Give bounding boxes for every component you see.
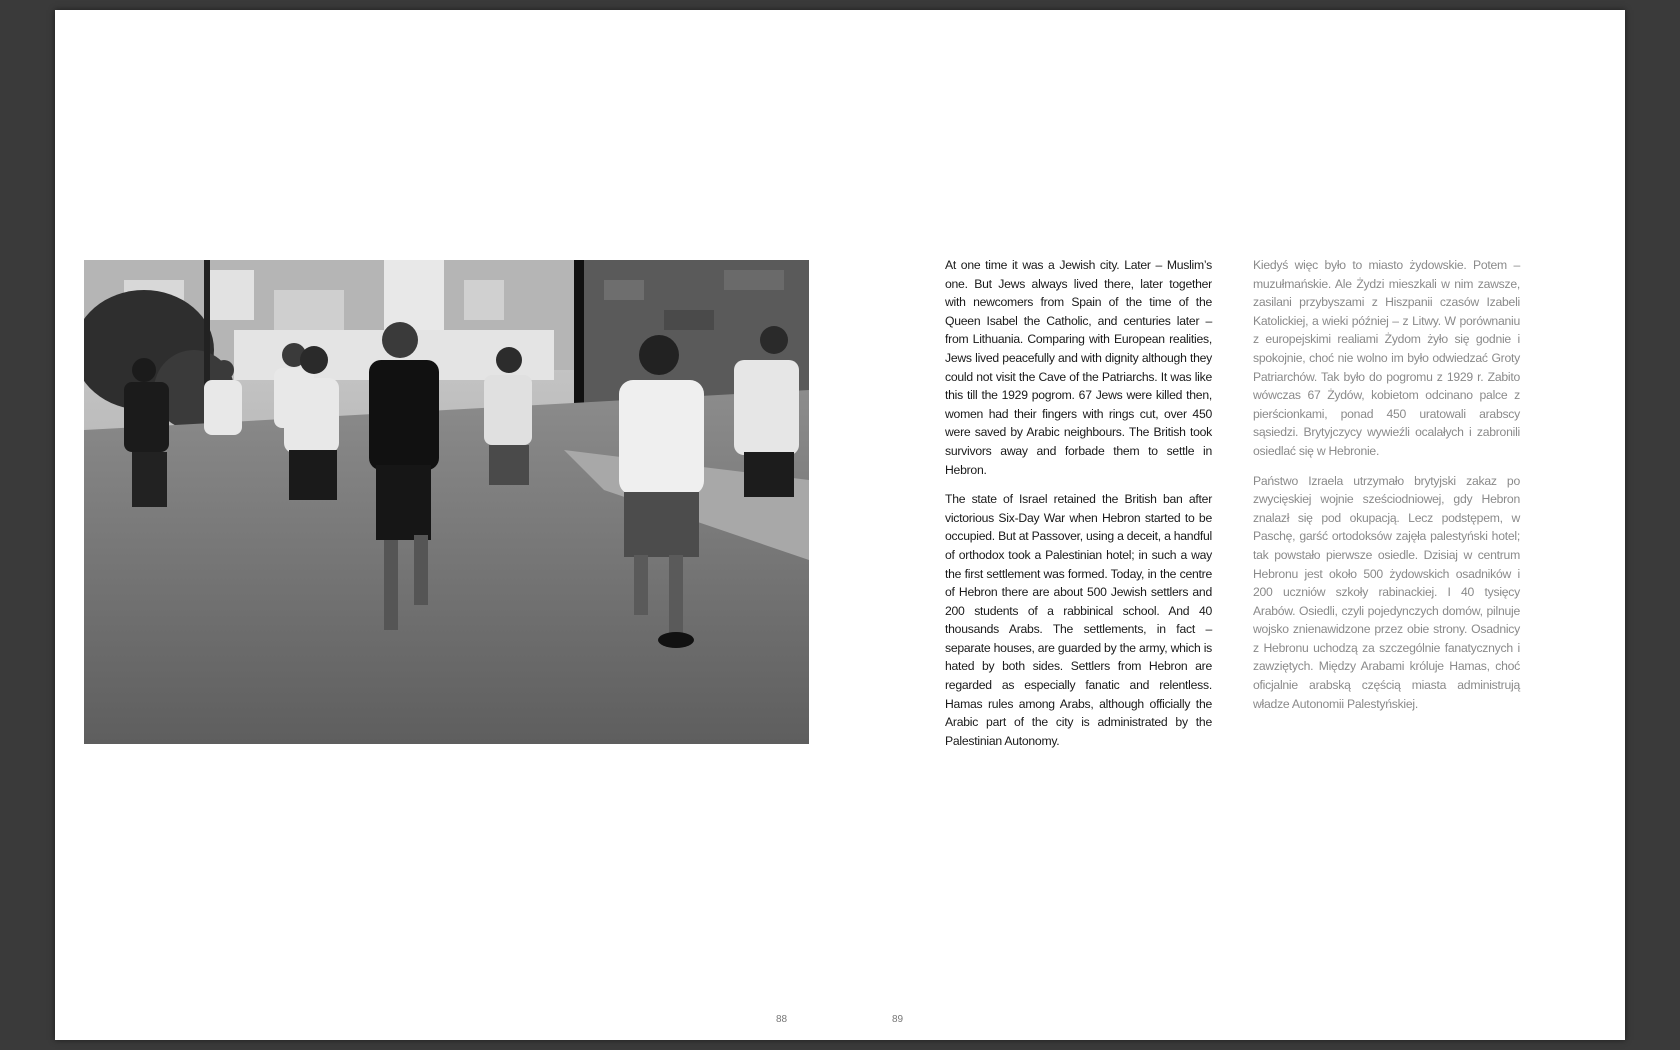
book-spread bbox=[55, 10, 1625, 1040]
english-paragraph-2: The state of Israel retained the British ban after victorious Six-Day War when Hebron started to be occupied. But at Passover, using a deceit, a handful of orthodox took a Palestinian hotel; in such a way the first settlement was formed. Today, in the centre of Hebron there are about 500 Jewish settlers and 200 students of a rabbinical school. And 40 thousands Arabs. The settlements, in fact – separate houses, are guarded by the army, which is hated by both sides. Settlers from Hebron are regarded as especially fanatic and relentless. Hamas rules among Arabs, although officially the Arabic part of the city is administrated by the Palestinian Autonomy. bbox=[945, 492, 1212, 748]
polish-paragraph-2: Państwo Izraela utrzymało brytyjski zakaz po zwycięskiej wojnie sześciodniowej, gdy Hebron znalazł się pod okupacją. Lecz podstępem, w Paschę, garść ortodoksów zajęła palestyński hotel; tak powstało pierwsze osiedle. Dzisiaj w centrum Hebronu jest około 500 żydowskich osadników i 200 uczniów szkoły rabinackiej. I 40 tysięcy Arabów. Osiedli, czyli pojedynczych domów, pilnuje wojsko znienawidzone przez obie strony. Osadnicy z Hebronu uchodzą za szczególnie fanatycznych i zawziętych. Między Arabami króluje Hamas, choć oficjalnie arabską częścią miasta administrują władze Autonomii Palestyńskiej. bbox=[1253, 473, 1520, 711]
polish-text-column bbox=[1253, 256, 1520, 724]
polish-paragraph-1: Kiedyś więc było to miasto żydowskie. Potem – muzułmańskie. Ale Żydzi mieszkali w nim zawsze, zasilani przybyszami z Hiszpanii czasów Izabeli Katolickiej, a wieki później – z Litwy. W porównaniu z europejskimi realiami Żydom żyło się godnie i spokojnie, choć nie wolno im było odwiedzać Groty Patriarchów. Tak było do pogromu z 1929 r. Zabito wówczas 67 Żydów, kobietom odcinano palce z pierścionkami, ponad 450 uratowali arabscy sąsiedzi. Brytyjczycy wywieźli ocalałych i zabronili osiedlać się w Hebronie. bbox=[1253, 258, 1520, 458]
photo-image bbox=[84, 260, 809, 744]
english-text-column bbox=[945, 256, 1212, 761]
english-paragraph-1: At one time it was a Jewish city. Later – Muslim’s one. But Jews always lived there, later together with newcomers from Spain of the time of the Queen Isabel the Catholic, and centuries later – from Lithuania. Comparing with European realities, Jews lived peacefully and with dignity although they could not visit the Cave of the Patriarchs. It was like this till the 1929 pogrom. 67 Jews were killed then, women had their fingers with rings cut, over 450 were saved by Arabic neighbours. The British took survivors away and forbade them to settle in Hebron. bbox=[945, 258, 1212, 477]
page-number-left: 88 bbox=[776, 1014, 788, 1025]
photo-running-men bbox=[84, 260, 809, 744]
page-number-right: 89 bbox=[892, 1014, 904, 1025]
